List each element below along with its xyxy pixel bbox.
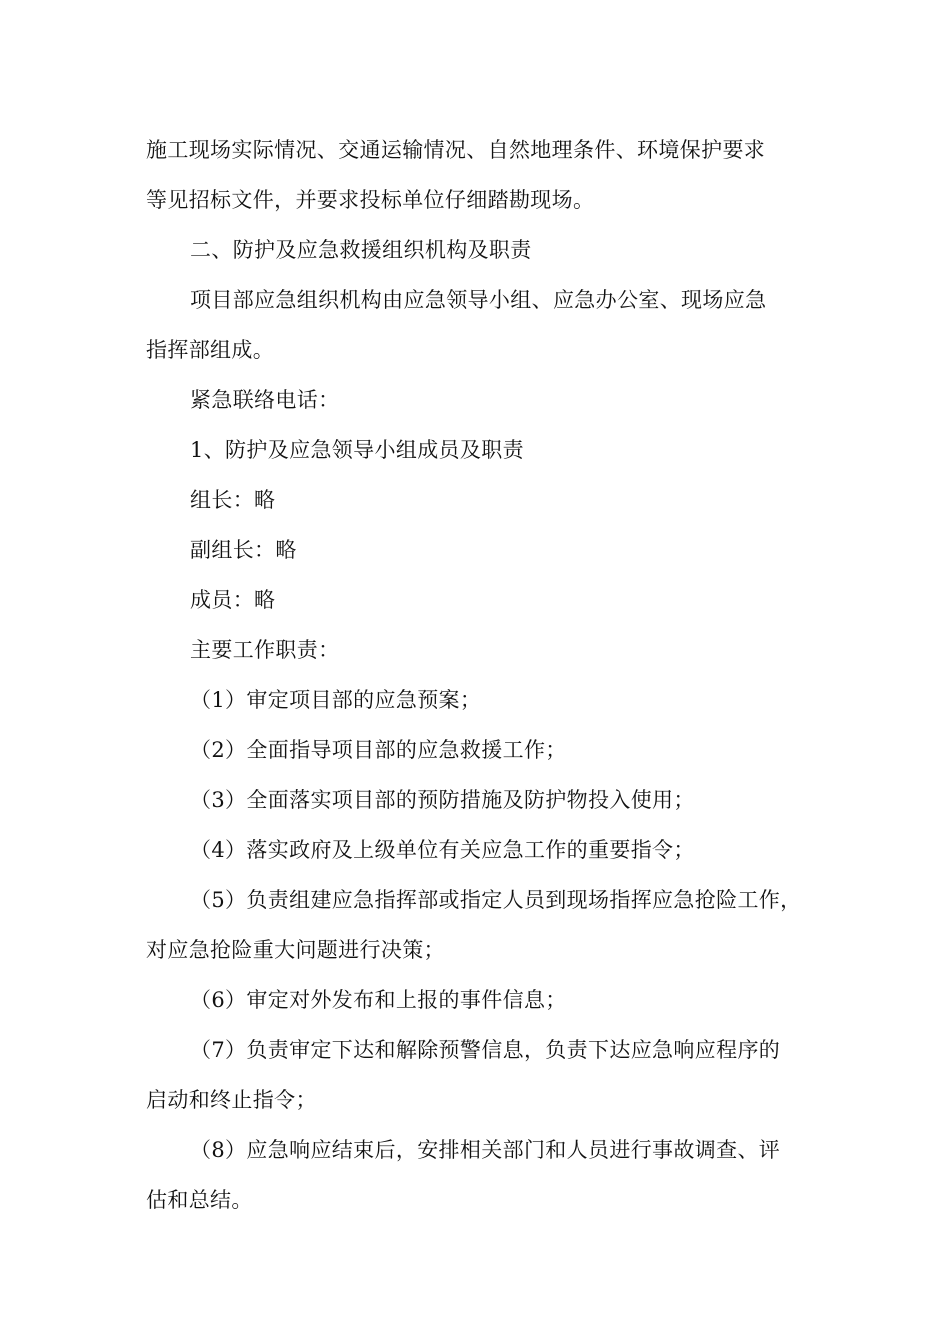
body-text-line: 施工现场实际情况、交通运输情况、自然地理条件、环境保护要求 bbox=[146, 138, 766, 162]
leader-line: 组长：略 bbox=[190, 488, 276, 512]
duty-item: （2）全面指导项目部的应急救援工作； bbox=[190, 738, 567, 762]
duty-item-continuation: 估和总结。 bbox=[146, 1188, 253, 1212]
duties-heading: 主要工作职责： bbox=[190, 638, 340, 662]
deputy-leader-line: 副组长：略 bbox=[190, 538, 297, 562]
duty-item: （3）全面落实项目部的预防措施及防护物投入使用； bbox=[190, 788, 695, 812]
duty-item: （5）负责组建应急指挥部或指定人员到现场指挥应急抢险工作， bbox=[190, 888, 802, 912]
duty-item: （7）负责审定下达和解除预警信息，负责下达应急响应程序的 bbox=[190, 1038, 781, 1062]
body-text-line: 指挥部组成。 bbox=[146, 338, 275, 362]
duty-item: （4）落实政府及上级单位有关应急工作的重要指令； bbox=[190, 838, 695, 862]
duty-item-continuation: 启动和终止指令； bbox=[146, 1088, 317, 1112]
members-line: 成员：略 bbox=[190, 588, 276, 612]
body-text-line: 项目部应急组织机构由应急领导小组、应急办公室、现场应急 bbox=[190, 288, 767, 312]
duty-item: （8）应急响应结束后，安排相关部门和人员进行事故调查、评 bbox=[190, 1138, 781, 1162]
contact-phone-label: 紧急联络电话： bbox=[190, 388, 340, 412]
duty-item: （6）审定对外发布和上报的事件信息； bbox=[190, 988, 567, 1012]
body-text-line: 等见招标文件，并要求投标单位仔细踏勘现场。 bbox=[146, 188, 595, 212]
section-heading: 二、防护及应急救援组织机构及职责 bbox=[190, 238, 532, 262]
duty-item-continuation: 对应急抢险重大问题进行决策； bbox=[146, 938, 445, 962]
duty-item: （1）审定项目部的应急预案； bbox=[190, 688, 482, 712]
subsection-heading: 1、防护及应急领导小组成员及职责 bbox=[190, 438, 524, 462]
